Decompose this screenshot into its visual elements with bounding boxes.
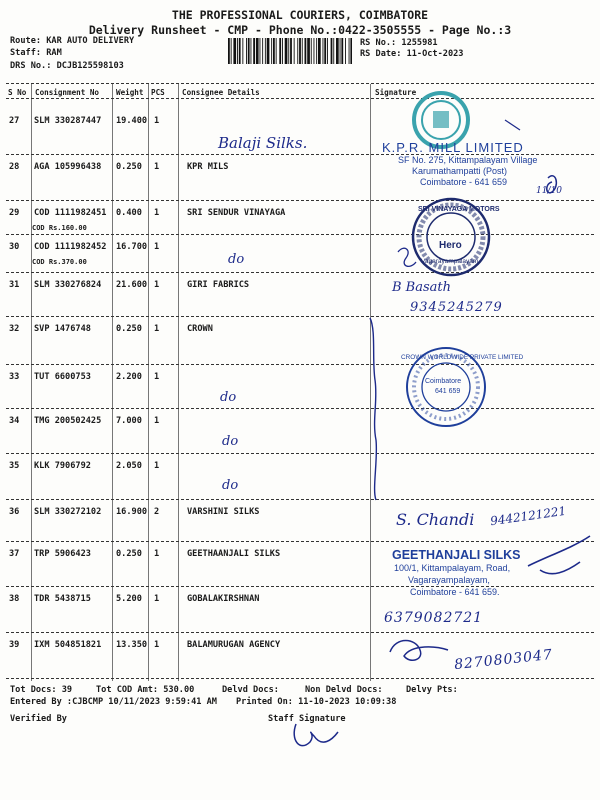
row-sno: 39 <box>9 640 20 650</box>
col-weight: Weight <box>116 88 144 97</box>
kpr-stamp-line2: Karumathampatti (Post) <box>412 166 508 176</box>
runsheet-subtitle: Delivery Runsheet - CMP - Phone No.:0422-3505555 - Page No.:3 <box>88 23 512 37</box>
row-weight: 0.250 <box>116 324 142 334</box>
kpr-seal-stamp <box>414 93 468 147</box>
row-pcs: 1 <box>154 280 160 290</box>
company-title: THE PROFESSIONAL COURIERS, COIMBATORE <box>171 8 429 22</box>
crown-stamp-center1: Coimbatore <box>425 378 462 385</box>
row-weight: 16.900 <box>116 507 148 517</box>
row-weight: 2.050 <box>116 461 142 471</box>
total-cod-amount: Tot COD Amt: 530.00 <box>96 685 195 695</box>
handwritten-row36-phone: 9442121221 <box>489 503 567 529</box>
row-pcs: 1 <box>154 461 160 471</box>
handwritten-row35: do <box>222 478 239 493</box>
signature-scribble <box>370 318 376 500</box>
geethanjali-stamp-line2: Vagarayampalayam, <box>408 575 490 585</box>
vinayaga-stamp-ring: SRI VINAYAGA MOTORS <box>418 206 500 213</box>
kpr-stamp-name: K.P.R. MILL LIMITED <box>382 140 524 155</box>
row-consignment-no: KLK 7906792 <box>34 461 91 471</box>
row-consignee: GIRI FABRICS <box>187 280 250 290</box>
row-weight: 16.700 <box>116 242 148 252</box>
kpr-stamp-line1: SF No. 275, Kittampalayam Village <box>398 155 538 165</box>
row-sno: 34 <box>9 416 20 426</box>
row-consignment-no: COD 1111982452 <box>34 242 107 252</box>
row-consignment-no: TUT 6600753 <box>34 372 91 382</box>
row-pcs: 1 <box>154 640 160 650</box>
row-weight: 0.250 <box>116 162 142 172</box>
row-weight: 21.600 <box>116 280 148 290</box>
printed-on: Printed On: 11-10-2023 10:09:38 <box>236 697 397 707</box>
row-weight: 0.400 <box>116 208 142 218</box>
col-signature: Signature <box>375 88 417 97</box>
row-sno: 33 <box>9 372 20 382</box>
handwritten-row34: do <box>222 434 239 449</box>
row-sno: 30 <box>9 242 20 252</box>
row-sno: 36 <box>9 507 20 517</box>
geethanjali-stamp-line1: 100/1, Kittampalayam, Road, <box>394 563 511 573</box>
row-consignment-no: SLM 330287447 <box>34 116 102 126</box>
signature-scribble <box>528 536 590 574</box>
total-docs: Tot Docs: 39 <box>10 685 73 695</box>
row-cod-amount: COD Rs.160.00 <box>32 224 87 232</box>
staff-signature: Staff Signature <box>268 714 346 724</box>
vinayaga-stamp-bottom: Vagarayampalayam <box>421 258 479 265</box>
handwritten-kpr-date: 11/10 <box>536 186 562 196</box>
row-consignment-no: TMG 200502425 <box>34 416 102 426</box>
handwritten-row36-signature: S. Chandi <box>396 510 475 529</box>
row-consignee: BALAMURUGAN AGENCY <box>187 640 281 650</box>
row-pcs: 1 <box>154 372 160 382</box>
row-consignment-no: SLM 330272102 <box>34 507 102 517</box>
row-pcs: 1 <box>154 208 160 218</box>
delivery-points: Delvy Pts: <box>406 685 458 695</box>
crown-stamp-center2: 641 659 <box>435 388 461 395</box>
rs-date: RS Date: 11-Oct-2023 <box>360 49 464 59</box>
signature-scribble <box>390 641 448 661</box>
handwritten-row27: Balaji Silks. <box>218 134 308 152</box>
row-cod-amount: COD Rs.370.00 <box>32 258 87 266</box>
drs-number: DRS No.: DCJB125598103 <box>10 61 124 71</box>
row-pcs: 1 <box>154 594 160 604</box>
rs-number: RS No.: 1255981 <box>360 38 438 48</box>
route-label: Route: KAR AUTO DELIVERY <box>10 36 135 46</box>
row-sno: 32 <box>9 324 20 334</box>
handwritten-row38-phone: 6379082721 <box>384 610 484 626</box>
row-weight: 0.250 <box>116 549 142 559</box>
row-sno: 38 <box>9 594 20 604</box>
signature-scribble <box>294 724 338 746</box>
row-pcs: 1 <box>154 416 160 426</box>
geethanjali-stamp-name: GEETHANJALI SILKS <box>392 548 521 562</box>
vinayaga-stamp-center: Hero <box>439 240 462 251</box>
staff-label: Staff: RAM <box>10 48 62 58</box>
row-pcs: 1 <box>154 116 160 126</box>
signature-scribble <box>398 248 416 266</box>
row-consignment-no: TDR 5438715 <box>34 594 91 604</box>
row-sno: 37 <box>9 549 20 559</box>
row-sno: 27 <box>9 116 20 126</box>
col-consignment: Consignment No <box>35 88 100 97</box>
row-consignment-no: IXM 504851821 <box>34 640 102 650</box>
handwritten-row29: do <box>228 252 245 267</box>
row-sno: 28 <box>9 162 20 172</box>
handwritten-row39-phone: 8270803047 <box>453 646 554 674</box>
row-pcs: 1 <box>154 162 160 172</box>
row-consignee: GOBALAKIRSHNAN <box>187 594 260 604</box>
row-weight: 13.350 <box>116 640 148 650</box>
row-sno: 31 <box>9 280 20 290</box>
entered-by: Entered By :CJBCMP 10/11/2023 9:59:41 AM <box>10 697 217 707</box>
handwritten-row31-phone: 9345245279 <box>410 300 503 315</box>
row-pcs: 1 <box>154 549 160 559</box>
crown-stamp-ring: CROWN WORLDWIDE PRIVATE LIMITED <box>401 354 524 361</box>
row-pcs: 2 <box>154 507 160 517</box>
row-consignee: CROWN <box>187 324 213 334</box>
row-consignment-no: SLM 330276824 <box>34 280 102 290</box>
row-weight: 19.400 <box>116 116 148 126</box>
row-consignee: KPR MILS <box>187 162 229 172</box>
row-pcs: 1 <box>154 324 160 334</box>
handwritten-row31-name: B Basath <box>392 280 452 295</box>
row-weight: 5.200 <box>116 594 142 604</box>
row-weight: 2.200 <box>116 372 142 382</box>
row-consignment-no: AGA 105996438 <box>34 162 102 172</box>
row-weight: 7.000 <box>116 416 142 426</box>
col-consignee: Consignee Details <box>182 88 260 97</box>
row-consignee: VARSHINI SILKS <box>187 507 260 517</box>
col-sno: S No <box>8 88 27 97</box>
non-delivered-docs: Non Delvd Docs: <box>305 685 383 695</box>
verified-by: Verified By <box>10 714 67 724</box>
row-sno: 35 <box>9 461 20 471</box>
kpr-stamp-line3: Coimbatore - 641 659 <box>420 177 508 187</box>
signature-scribble <box>505 120 520 130</box>
geethanjali-stamp-line3: Coimbatore - 641 659. <box>410 587 500 597</box>
row-consignee: GEETHAANJALI SILKS <box>187 549 281 559</box>
handwritten-row33: do <box>220 390 237 405</box>
row-consignee: SRI SENDUR VINAYAGA <box>187 208 286 218</box>
delivered-docs: Delvd Docs: <box>222 685 279 695</box>
row-consignment-no: TRP 5906423 <box>34 549 91 559</box>
row-pcs: 1 <box>154 242 160 252</box>
row-consignment-no: COD 1111982451 <box>34 208 107 218</box>
row-sno: 29 <box>9 208 20 218</box>
row-consignment-no: SVP 1476748 <box>34 324 91 334</box>
col-pcs: PCS <box>151 88 165 97</box>
